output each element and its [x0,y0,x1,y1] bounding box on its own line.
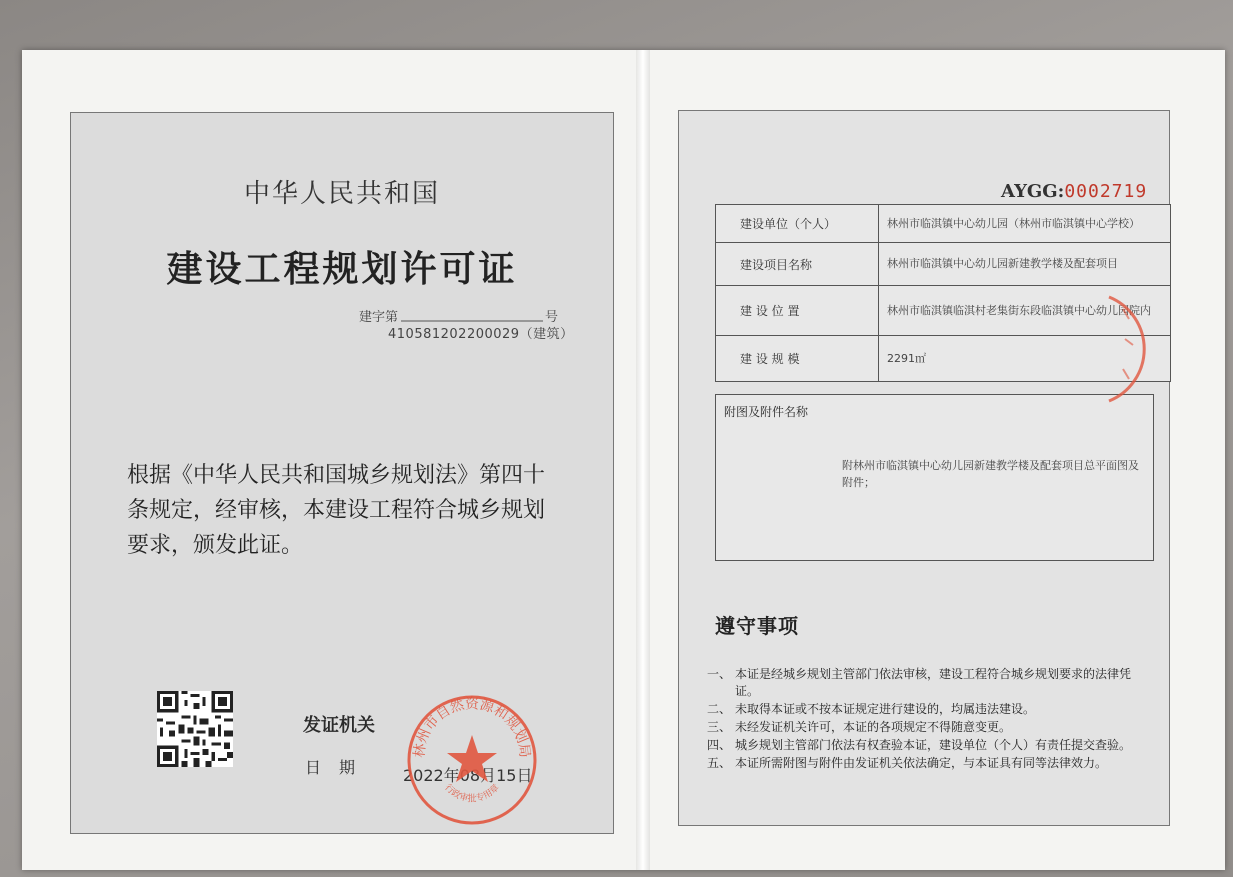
number-underline [401,320,543,322]
qr-code-icon[interactable] [157,691,233,767]
serial-number [1001,181,1147,202]
table-row [716,205,1171,243]
observe-title: 遵守事项 [715,614,799,638]
certificate-cover-panel [70,112,614,834]
row-label: 建设项目名称 [716,243,879,286]
seal-subtext: 行政审批专用章 [442,782,502,805]
attachments-label: 附图及附件名称 [724,405,809,419]
list-item: 三、 未经发证机关许可，本证的各项规定不得随意变更。 [707,720,1012,734]
certificate-title: 建设工程规划许可证 [166,248,518,290]
row-label: 建设单位（个人） [716,205,879,243]
table-row [716,243,1171,286]
certificate-number: 410581202200029（建筑） [388,327,574,342]
seal-text: 林州市自然资源和规划局 [411,696,533,759]
partial-seal-stamp [1089,289,1169,409]
center-fold [636,50,650,870]
star-icon [447,735,497,782]
date-label: 日期 [305,758,374,777]
observe-list [707,666,1143,773]
country-name: 中华人民共和国 [243,179,440,209]
row-value: 林州市临淇镇临淇村老集街东段临淇镇中心幼儿园院内 [879,286,1171,336]
number-prefix: 建字第 [359,310,399,325]
attachments-value: 附林州市临淇镇中心幼儿园新建教学楼及配套项目总平面图及附件； [842,459,1139,489]
official-seal-stamp [403,691,541,829]
list-item: 二、 未取得本证或不按本证规定进行建设的，均属违法建设。 [707,702,1036,716]
certificate-statement: 根据《中华人民共和国城乡规划法》第四十条规定，经审核，本建设工程符合城乡规划要求，颁发此证。 [127,463,546,558]
issuer-label: 发证机关 [303,715,375,736]
issue-date: 2022年08月15日 [403,766,533,785]
certificate-sheet [22,50,1225,870]
row-value: 2291㎡ [879,336,1171,382]
row-label: 建 设 规 模 [716,336,879,382]
row-value: 林州市临淇镇中心幼儿园（林州市临淇镇中心学校） [879,205,1171,243]
svg-text:行政审批专用章 [442,781,501,804]
list-item: 四、 城乡规划主管部门依法有权查验本证，建设单位（个人）有责任提交查验。 [707,738,1132,752]
list-item: 五、 本证所需附图与附件由发证机关依法确定，与本证具有同等法律效力。 [707,756,1108,770]
row-label: 建 设 位 置 [716,286,879,336]
row-value: 林州市临淇镇中心幼儿园新建教学楼及配套项目 [879,243,1171,286]
list-item: 一、 本证是经城乡规划主管部门依法审核，建设工程符合城乡规划要求的法律凭证。 [707,667,1132,698]
number-suffix: 号 [545,310,559,325]
attachments-box [715,394,1154,561]
serial-value: 0002719 [1064,181,1148,202]
certificate-details-panel [678,110,1170,826]
serial-prefix: AYGG: [1001,181,1065,202]
